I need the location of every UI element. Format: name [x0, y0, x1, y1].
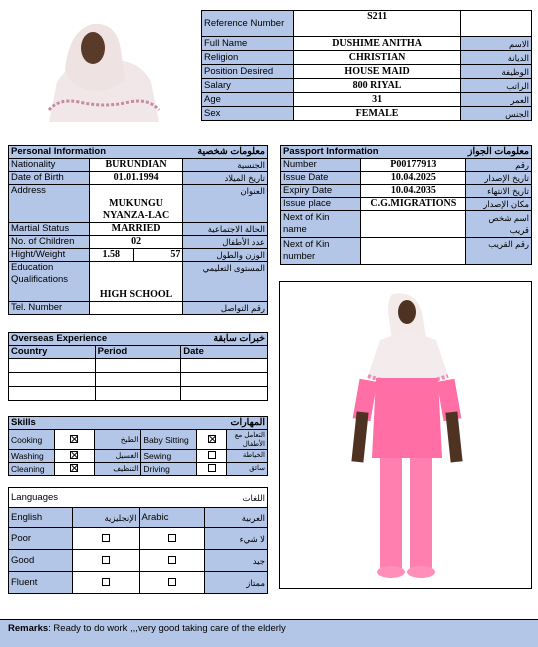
full-name-ar: الاسم: [461, 37, 532, 51]
checkbox-empty-icon: [102, 534, 110, 542]
language-english-ar: الإنجليزية: [72, 508, 139, 528]
level-good-ar: جيد: [205, 550, 268, 572]
personal-info-title-ar: معلومات شخصية: [133, 146, 267, 159]
position-ar: الوظيفة: [461, 65, 532, 79]
height-weight-ar: الوزن والطول: [183, 249, 268, 262]
skill-babysitting-ar-1: التعامل مع: [234, 431, 265, 439]
issue-place-ar: مكان الإصدار: [466, 198, 532, 211]
skill-babysitting-ar-2: الأطفال: [242, 440, 265, 448]
checkbox-empty-icon: [102, 556, 110, 564]
position-value: HOUSE MAID: [293, 65, 460, 79]
skill-driving-label: Driving: [141, 463, 197, 476]
portrait-photo: [9, 10, 201, 122]
overseas-title-ar: خبرات سابقة: [181, 333, 268, 346]
issue-date-label: Issue Date: [281, 172, 361, 185]
education-label: [9, 262, 90, 302]
passport-number-label: Number: [281, 159, 361, 172]
languages-title-ar: اللغات: [139, 488, 267, 508]
checkbox-empty-icon: [168, 534, 176, 542]
checkbox-checked-icon: [70, 435, 78, 443]
english-good-checkbox[interactable]: [72, 550, 139, 572]
address-value: [89, 185, 183, 223]
skill-washing-checkbox[interactable]: [54, 450, 94, 463]
dob-value: 01.01.1994: [89, 172, 183, 185]
sex-label: Sex: [202, 107, 294, 121]
overseas-col-date: Date: [181, 346, 268, 359]
salary-value: 800 RIYAL: [293, 79, 460, 93]
kin-number-ar: رقم القريب: [466, 238, 532, 265]
checkbox-empty-icon: [208, 464, 216, 472]
address-label: Address: [9, 185, 90, 223]
height-weight-label: Hight/Weight: [9, 249, 90, 262]
position-label: Position Desired: [202, 65, 294, 79]
skill-cooking-label: Cooking: [9, 430, 55, 450]
overseas-experience-table: [8, 332, 268, 401]
full-body-photo: [279, 281, 532, 589]
header-table: [201, 10, 532, 121]
education-label-1: Education: [11, 262, 54, 273]
overseas-cell: [95, 359, 181, 373]
remarks-box: [0, 619, 538, 647]
skill-sewing-checkbox[interactable]: [197, 450, 227, 463]
overseas-cell: [181, 387, 268, 401]
skills-title-ar: المهارات: [141, 417, 268, 430]
children-label: No. of Children: [9, 236, 90, 249]
education-value: HIGH SCHOOL: [89, 262, 183, 302]
overseas-cell: [181, 373, 268, 387]
dob-label: Date of Birth: [9, 172, 90, 185]
skill-cooking-checkbox[interactable]: [54, 430, 94, 450]
skill-cooking-ar: الطبخ: [94, 430, 141, 450]
education-label-2: Qualifications: [11, 274, 69, 285]
expiry-date-label: Expiry Date: [281, 185, 361, 198]
salary-ar: الراتب: [461, 79, 532, 93]
marital-value: MARRIED: [89, 223, 183, 236]
age-label: Age: [202, 93, 294, 107]
arabic-poor-checkbox[interactable]: [139, 528, 205, 550]
arabic-good-checkbox[interactable]: [139, 550, 205, 572]
nationality-label: Nationality: [9, 159, 90, 172]
level-fluent-label: Fluent: [9, 572, 73, 594]
skill-driving-checkbox[interactable]: [197, 463, 227, 476]
issue-date-ar: تاريخ الإصدار: [466, 172, 532, 185]
skill-driving-ar: سائق: [227, 463, 268, 476]
skill-babysitting-label: Baby Sitting: [141, 430, 197, 450]
kin-number-label-2: number: [283, 251, 316, 262]
children-ar: عدد الأطفال: [183, 236, 268, 249]
marital-ar: الحالة الاجتماعية: [183, 223, 268, 236]
language-arabic-label: Arabic: [139, 508, 205, 528]
kin-name-ar-1: اسم شخص: [488, 213, 529, 223]
reference-number-label: Reference Number: [202, 11, 294, 37]
language-arabic-ar: العربية: [205, 508, 268, 528]
education-ar: المستوى التعليمي: [183, 262, 268, 302]
kin-name-label-1: Next of Kin: [283, 212, 330, 223]
personal-info-table: [8, 145, 268, 315]
full-name-value: DUSHIME ANITHA: [293, 37, 460, 51]
passport-info-table: [280, 145, 532, 265]
level-fluent-ar: ممتاز: [205, 572, 268, 594]
salary-label: Salary: [202, 79, 294, 93]
kin-name-ar: [466, 211, 532, 238]
level-good-label: Good: [9, 550, 73, 572]
issue-place-value: C.G.MIGRATIONS: [361, 198, 466, 211]
overseas-title: Overseas Experience: [9, 333, 181, 346]
overseas-cell: [9, 387, 96, 401]
level-poor-ar: لا شيء: [205, 528, 268, 550]
kin-name-value: [361, 211, 466, 238]
skills-title: Skills: [9, 417, 141, 430]
religion-ar: الديانة: [461, 51, 532, 65]
sex-ar: الجنس: [461, 107, 532, 121]
checkbox-empty-icon: [102, 578, 110, 586]
tel-value: [89, 302, 183, 315]
personal-info-title: Personal Information: [9, 146, 134, 159]
issue-date-value: 10.04.2025: [361, 172, 466, 185]
weight-value: 57: [133, 249, 183, 262]
checkbox-checked-icon: [208, 435, 216, 443]
address-line1: MUKUNGU: [109, 198, 164, 209]
address-ar: العنوان: [183, 185, 268, 223]
height-value: 1.58: [89, 249, 133, 262]
skill-washing-label: Washing: [9, 450, 55, 463]
overseas-cell: [181, 359, 268, 373]
age-ar: العمر: [461, 93, 532, 107]
tel-label: Tel. Number: [9, 302, 90, 315]
checkbox-empty-icon: [168, 556, 176, 564]
skill-sewing-label: Sewing: [141, 450, 197, 463]
passport-number-value: P00177913: [361, 159, 466, 172]
passport-number-ar: رقم: [466, 159, 532, 172]
kin-name-label: [281, 211, 361, 238]
checkbox-empty-icon: [168, 578, 176, 586]
kin-number-value: [361, 238, 466, 265]
marital-label: Martial Status: [9, 223, 90, 236]
english-fluent-checkbox[interactable]: [72, 572, 139, 594]
checkbox-empty-icon: [208, 451, 216, 459]
skill-cleaning-checkbox[interactable]: [54, 463, 94, 476]
remarks-text: : Ready to do work ,,,very good taking care of the elderly: [48, 623, 286, 634]
skill-sewing-ar: الخياطة: [227, 450, 268, 463]
checkbox-checked-icon: [70, 451, 78, 459]
overseas-cell: [9, 359, 96, 373]
kin-number-label-1: Next of Kin: [283, 239, 330, 250]
checkbox-checked-icon: [70, 464, 78, 472]
kin-name-ar-2: قريب: [509, 225, 529, 235]
reference-number-value: S211: [293, 11, 460, 37]
religion-label: Religion: [202, 51, 294, 65]
expiry-date-value: 10.04.2035: [361, 185, 466, 198]
passport-info-title: Passport Information: [281, 146, 466, 159]
issue-place-label: Issue place: [281, 198, 361, 211]
overseas-col-period: Period: [95, 346, 181, 359]
overseas-cell: [95, 387, 181, 401]
languages-title: Languages: [9, 488, 140, 508]
expiry-date-ar: تاريخ الانتهاء: [466, 185, 532, 198]
level-poor-label: Poor: [9, 528, 73, 550]
remarks-label: Remarks: [8, 623, 49, 634]
skill-washing-ar: الغسيل: [94, 450, 141, 463]
skills-table: [8, 416, 268, 476]
children-value: 02: [89, 236, 183, 249]
tel-ar: رقم التواصل: [183, 302, 268, 315]
passport-info-title-ar: معلومات الجواز: [466, 146, 532, 159]
english-poor-checkbox[interactable]: [72, 528, 139, 550]
skill-babysitting-checkbox[interactable]: [197, 430, 227, 450]
age-value: 31: [293, 93, 460, 107]
address-line2: NYANZA-LAC: [102, 210, 170, 221]
kin-name-label-2: name: [283, 224, 307, 235]
nationality-value: BURUNDIAN: [89, 159, 183, 172]
skill-babysitting-ar: [227, 430, 268, 450]
skill-cleaning-ar: التنظيف: [94, 463, 141, 476]
overseas-col-country: Country: [9, 346, 96, 359]
overseas-cell: [9, 373, 96, 387]
overseas-cell: [95, 373, 181, 387]
languages-table: [8, 487, 268, 594]
dob-ar: تاريخ الميلاد: [183, 172, 268, 185]
language-english-label: English: [9, 508, 73, 528]
kin-number-label: [281, 238, 361, 265]
skill-cleaning-label: Cleaning: [9, 463, 55, 476]
nationality-ar: الجنسية: [183, 159, 268, 172]
sex-value: FEMALE: [293, 107, 460, 121]
religion-value: CHRISTIAN: [293, 51, 460, 65]
arabic-fluent-checkbox[interactable]: [139, 572, 205, 594]
full-name-label: Full Name: [202, 37, 294, 51]
